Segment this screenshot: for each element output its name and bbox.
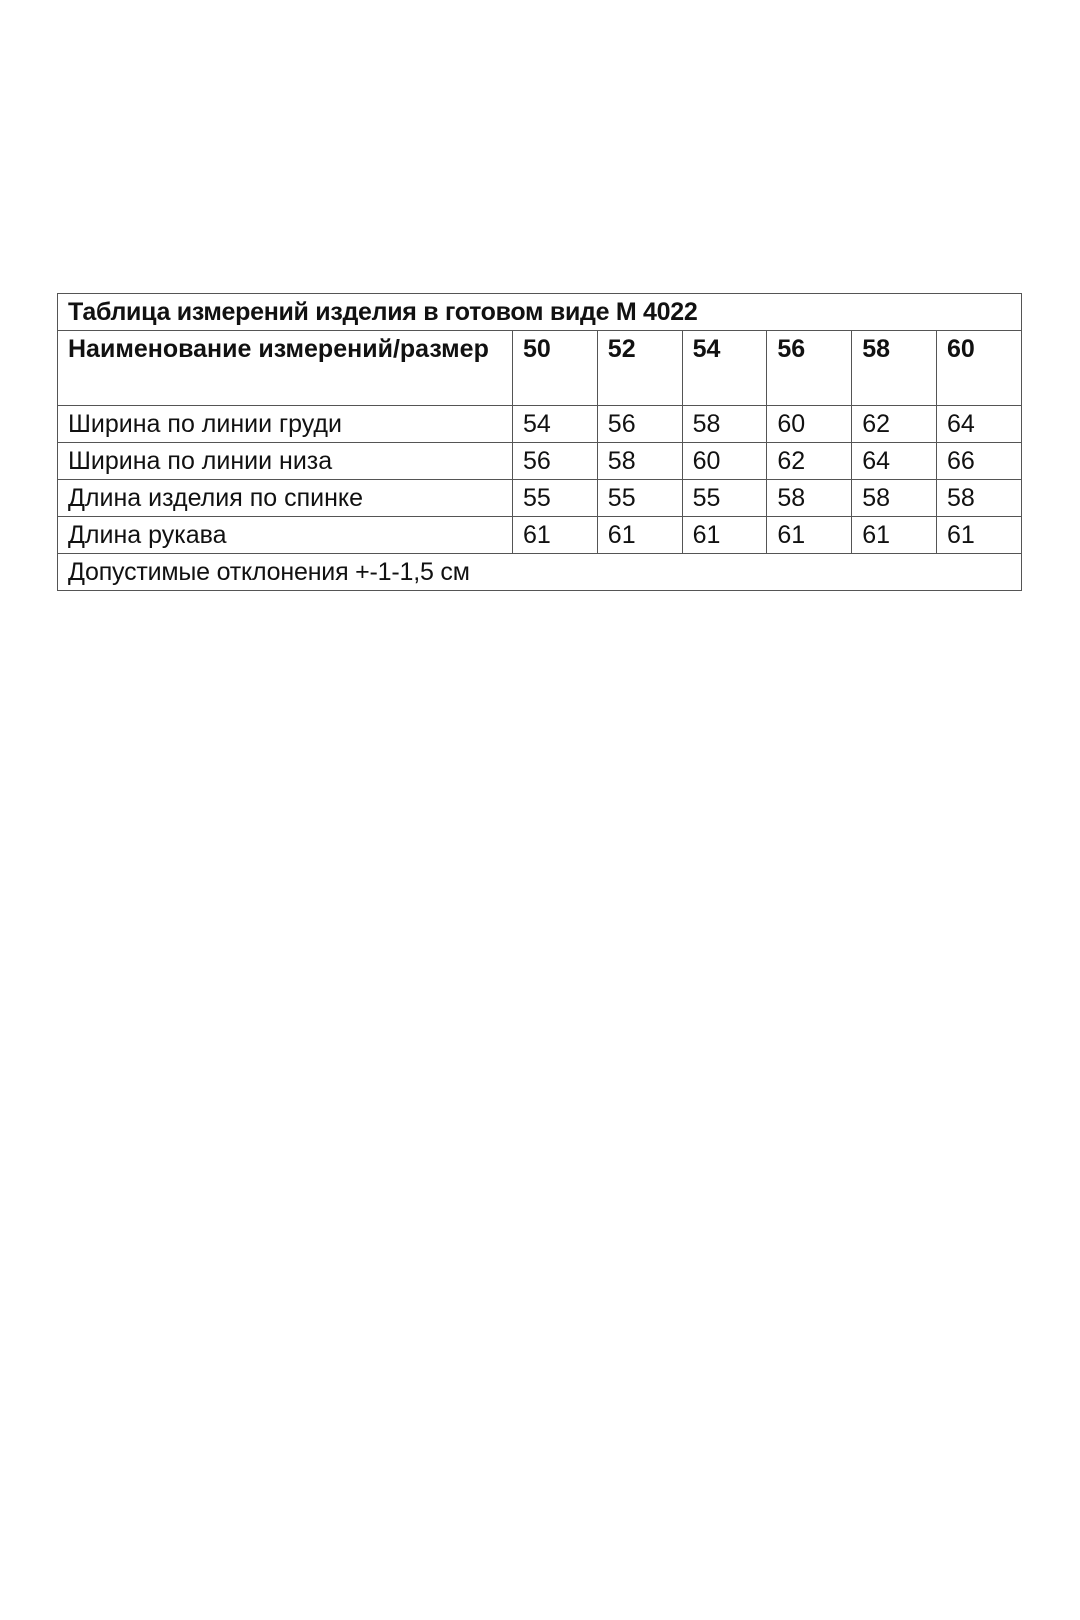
table-cell: 61: [513, 517, 598, 554]
header-size-52: 52: [597, 331, 682, 406]
table-cell: 56: [597, 406, 682, 443]
table-cell: 58: [852, 480, 937, 517]
header-size-54: 54: [682, 331, 767, 406]
table-cell: 55: [597, 480, 682, 517]
tolerance-note: Допустимые отклонения +-1-1,5 см: [58, 554, 1022, 591]
header-size-56: 56: [767, 331, 852, 406]
table-cell: 56: [513, 443, 598, 480]
table-cell: 61: [936, 517, 1021, 554]
table-cell: 62: [767, 443, 852, 480]
size-measurement-table: [57, 293, 1022, 591]
header-size-58: 58: [852, 331, 937, 406]
row-label: Длина рукава: [58, 517, 513, 554]
table-cell: 61: [767, 517, 852, 554]
table-cell: 64: [852, 443, 937, 480]
table-row: [58, 406, 1022, 443]
header-size-60: 60: [936, 331, 1021, 406]
table-cell: 55: [513, 480, 598, 517]
row-label: Ширина по линии низа: [58, 443, 513, 480]
row-label: Длина изделия по спинке: [58, 480, 513, 517]
table-cell: 55: [682, 480, 767, 517]
table-header-row: [58, 331, 1022, 406]
row-label: Ширина по линии груди: [58, 406, 513, 443]
table-title: Таблица измерений изделия в готовом виде М 4022: [58, 294, 1022, 331]
header-label: Наименование измерений/размер: [58, 331, 513, 406]
table-title-row: [58, 294, 1022, 331]
table-cell: 58: [936, 480, 1021, 517]
table-cell: 66: [936, 443, 1021, 480]
header-size-50: 50: [513, 331, 598, 406]
table-cell: 58: [767, 480, 852, 517]
table-row: [58, 480, 1022, 517]
table-cell: 58: [682, 406, 767, 443]
table-cell: 54: [513, 406, 598, 443]
table-row: [58, 443, 1022, 480]
table-footer-row: [58, 554, 1022, 591]
table-cell: 60: [767, 406, 852, 443]
table-cell: 62: [852, 406, 937, 443]
table-cell: 61: [682, 517, 767, 554]
table-cell: 60: [682, 443, 767, 480]
table-row: [58, 517, 1022, 554]
table-cell: 58: [597, 443, 682, 480]
table-cell: 64: [936, 406, 1021, 443]
table-cell: 61: [597, 517, 682, 554]
table-cell: 61: [852, 517, 937, 554]
